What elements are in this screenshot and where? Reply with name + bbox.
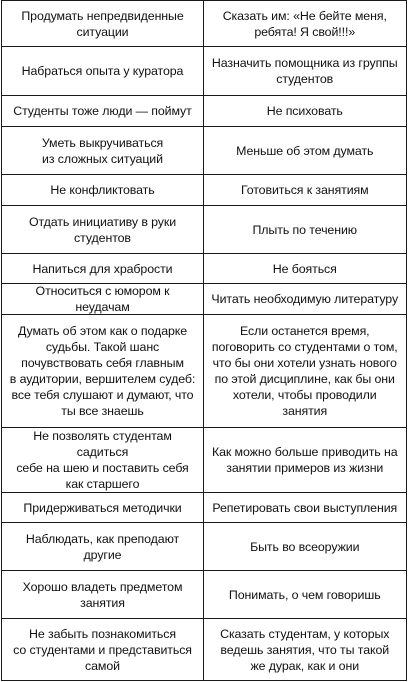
right-cell: Меньше об этом думать <box>204 127 407 175</box>
right-cell: Понимать, о чем говоришь <box>204 571 407 619</box>
table-row <box>2 96 407 127</box>
table-row <box>2 428 407 493</box>
right-cell: Назначить помощника из группы студентов <box>204 47 407 96</box>
table-row <box>2 493 407 523</box>
left-cell: Студенты тоже люди — поймут <box>2 96 204 127</box>
right-cell: Плыть по течению <box>204 206 407 254</box>
right-cell: Как можно больше приводить на занятии примеров из жизни <box>204 428 407 493</box>
left-cell: Не забыть познакомиться со студентами и представиться самой <box>2 619 204 681</box>
right-cell: Не бояться <box>204 254 407 284</box>
table-row <box>2 175 407 206</box>
table-row <box>2 206 407 254</box>
right-cell: Быть во всеоружии <box>204 523 407 571</box>
left-cell: Напиться для храбрости <box>2 254 204 284</box>
left-cell: Наблюдать, как преподают другие <box>2 523 204 571</box>
left-cell: Не конфликтовать <box>2 175 204 206</box>
right-cell: Если останется время, поговорить со студентами о том, что бы они хотели узнать нового по этой дисциплине, как бы они хотели, чтобы проводили занятия <box>204 315 407 428</box>
table-row <box>2 284 407 315</box>
table-row <box>2 127 407 175</box>
left-cell: Не позволять студентам садиться себе на шею и поставить себя как старшего <box>2 428 204 493</box>
table-row <box>2 523 407 571</box>
right-cell: Читать необходимую литературу <box>204 284 407 315</box>
table-row <box>2 47 407 96</box>
left-cell: Хорошо владеть предметом занятия <box>2 571 204 619</box>
table-row <box>2 254 407 284</box>
table-row <box>2 1 407 47</box>
right-cell: Сказать студентам, у которых ведешь занятия, что ты такой же дурак, как и они <box>204 619 407 681</box>
table-row <box>2 619 407 681</box>
left-cell: Относиться с юмором к неудачам <box>2 284 204 315</box>
left-cell: Набраться опыта у куратора <box>2 47 204 96</box>
table-row <box>2 315 407 428</box>
right-cell: Сказать им: «Не бейте меня, ребята! Я свой!!!» <box>204 1 407 47</box>
left-cell: Продумать непредвиденные ситуации <box>2 1 204 47</box>
right-cell: Готовиться к занятиям <box>204 175 407 206</box>
left-cell: Отдать инициативу в руки студентов <box>2 206 204 254</box>
right-cell: Не психовать <box>204 96 407 127</box>
left-cell: Придерживаться методички <box>2 493 204 523</box>
table-row <box>2 571 407 619</box>
right-cell: Репетировать свои выступления <box>204 493 407 523</box>
left-cell: Уметь выкручиваться из сложных ситуаций <box>2 127 204 175</box>
left-cell: Думать об этом как о подарке судьбы. Такой шанс почувствовать себя главным в аудитории, вершителем судеб: все тебя слушают и думают, что ты все знаешь <box>2 315 204 428</box>
comparison-table <box>1 0 407 681</box>
